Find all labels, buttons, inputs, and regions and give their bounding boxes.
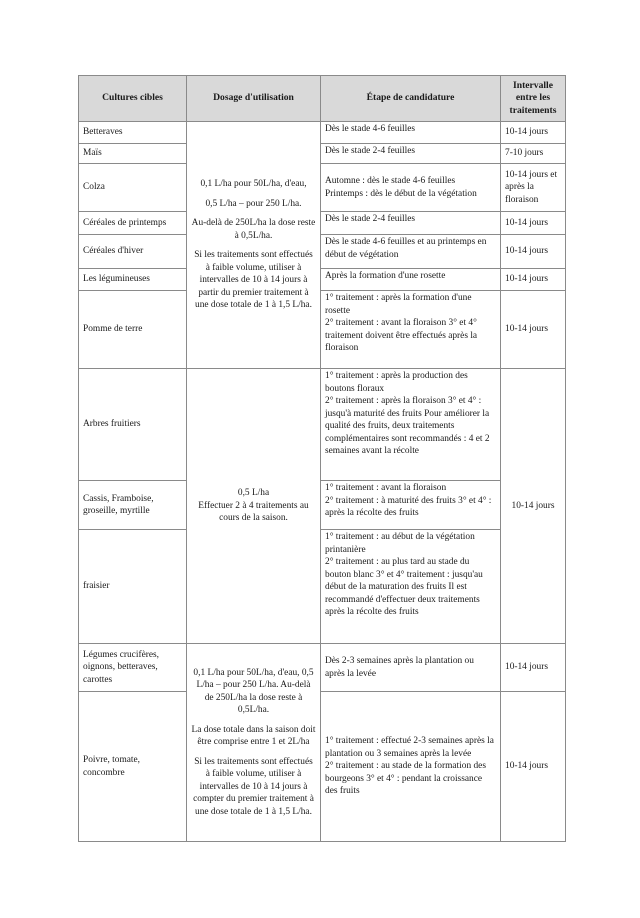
interval-cell: 10-14 jours [501,692,566,842]
table-row [79,692,566,842]
table-row [79,291,566,369]
stage-cell [321,291,501,369]
stage-cell: Dès le stade 4-6 feuilles [321,122,501,144]
interval-cell: 10-14 jours [501,235,566,269]
dose-cell [187,369,321,644]
interval-cell: 10-14 jours [501,269,566,291]
stage-cell [321,164,501,212]
dose-text: 0,5 L/ha [237,488,270,499]
interval-cell: 7-10 jours [501,144,566,164]
stage-line: 1° traitement : après la formation d'une rosette [325,293,472,316]
crop-cell: Arbres fruitiers [79,369,187,481]
interval-cell: 10-14 jours et après la floraison [501,164,566,212]
crop-cell: fraisier [79,530,187,644]
stage-cell [321,481,501,530]
table-row [79,269,566,291]
crop-cell: Céréales de printemps [79,212,187,235]
crop-cell: Cassis, Framboise, groseille, myrtille [79,481,187,530]
dose-text: La dose totale dans la saison doit être comprise entre 1 et 2L/ha [191,724,316,748]
stage-cell: Dès le stade 2-4 feuilles [321,212,501,235]
stage-line: 1° traitement : après la production des boutons floraux [325,371,468,394]
stage-cell: Dès le stade 2-4 feuilles [321,144,501,164]
dose-text: Effectuer 2 à 4 traitements au cours de la saison. [198,500,309,524]
dose-text: Au-delà de 250L/ha la dose reste à 0,5L/ha. [191,218,316,241]
table-row [79,164,566,212]
stage-line: Automne : dès le stade 4-6 feuilles [325,176,456,186]
table-row [79,481,566,530]
dose-cell [187,644,321,842]
crop-cell: Colza [79,164,187,212]
stage-cell [321,530,501,644]
stage-line: 2° traitement : à maturité des fruits 3° et 4° : après la récolte des fruits [325,495,492,518]
crop-cell: Maïs [79,144,187,164]
table-row [79,530,566,644]
stage-line: 1° traitement : avant la floraison [325,483,447,493]
crop-cell: Betteraves [79,122,187,144]
stage-line: 2° traitement : avant la floraison 3° et 4° traitement doivent être effectués après la floraison [325,318,478,353]
stage-cell: Après la formation d'une rosette [321,269,501,291]
crop-cell: Poivre, tomate, concombre [79,692,187,842]
table-row [79,122,566,144]
stage-line: 1° traitement : effectué 2-3 semaines après la plantation ou 3 semaines après la levée [325,736,494,759]
header-row [79,76,566,122]
stage-line: 2° traitement : après la floraison 3° et 4° : jusqu'à maturité des fruits Pour améliorer la qualité des fruits, deux traitements complémentaires sont recommandés : 4 et 2 semaines avant la récolte [325,396,490,456]
interval-cell: 10-14 jours [501,644,566,692]
treatment-table [78,75,566,842]
crop-cell: Pomme de terre [79,291,187,369]
header-stage: Étape de candidature [321,76,501,122]
stage-cell [321,369,501,481]
stage-cell [321,692,501,842]
dose-text: Si les traitements sont effectués à faible volume, utiliser à intervalles de 10 à 14 jours à compter du premier traitement à une dose totale de 1 à 1,5 L/ha. [193,756,314,817]
table-row [79,369,566,481]
stage-line: Printemps : dès le début de la végétation [325,188,477,199]
dose-text: 0,1 L/ha pour 50L/ha, d'eau, 0,5 L/ha – pour 250 L/ha. Au-delà de 250L/ha la dose reste à 0,5L/ha. [193,667,314,716]
table-row [79,144,566,164]
header-dosage: Dosage d'utilisation [187,76,321,122]
header-crop: Cultures cibles [79,76,187,122]
dose-text: 0,5 L/ha – pour 250 L/ha. [205,198,302,209]
table-row [79,235,566,269]
stage-cell: Dès le stade 4-6 feuilles et au printemps en début de végétation [321,235,501,269]
table-row [79,644,566,692]
dose-text: 0,1 L/ha pour 50L/ha, d'eau, [200,179,307,190]
crop-cell: Céréales d'hiver [79,235,187,269]
dose-text: Si les traitements sont effectués à faible volume, utiliser à intervalles de 10 à 14 jours à partir du premier traitement à une dose totale de 1 à 1,5 L/ha. [194,250,313,311]
interval-cell: 10-14 jours [501,369,566,644]
interval-cell: 10-14 jours [501,122,566,144]
header-interval: Intervalle entre les traitements [501,76,566,122]
stage-cell: Dès 2-3 semaines après la plantation ou après la levée [321,644,501,692]
interval-cell: 10-14 jours [501,212,566,235]
crop-cell: Légumes crucifères, oignons, betteraves, carottes [79,644,187,692]
stage-line: 1° traitement : au début de la végétation printanière [325,532,475,555]
crop-cell: Les légumineuses [79,269,187,291]
interval-cell: 10-14 jours [501,291,566,369]
dose-cell [187,122,321,369]
stage-line: 2° traitement : au plus tard au stade du bouton blanc 3° et 4° traitement : jusqu'au début de la maturation des fruits Il est recommandé d'effectuer deux traitements après la récolte des fruits [325,557,483,617]
table-row [79,212,566,235]
stage-line: 2° traitement : au stade de la formation des bourgeons 3° et 4° : pendant la croissance des fruits [325,761,486,797]
